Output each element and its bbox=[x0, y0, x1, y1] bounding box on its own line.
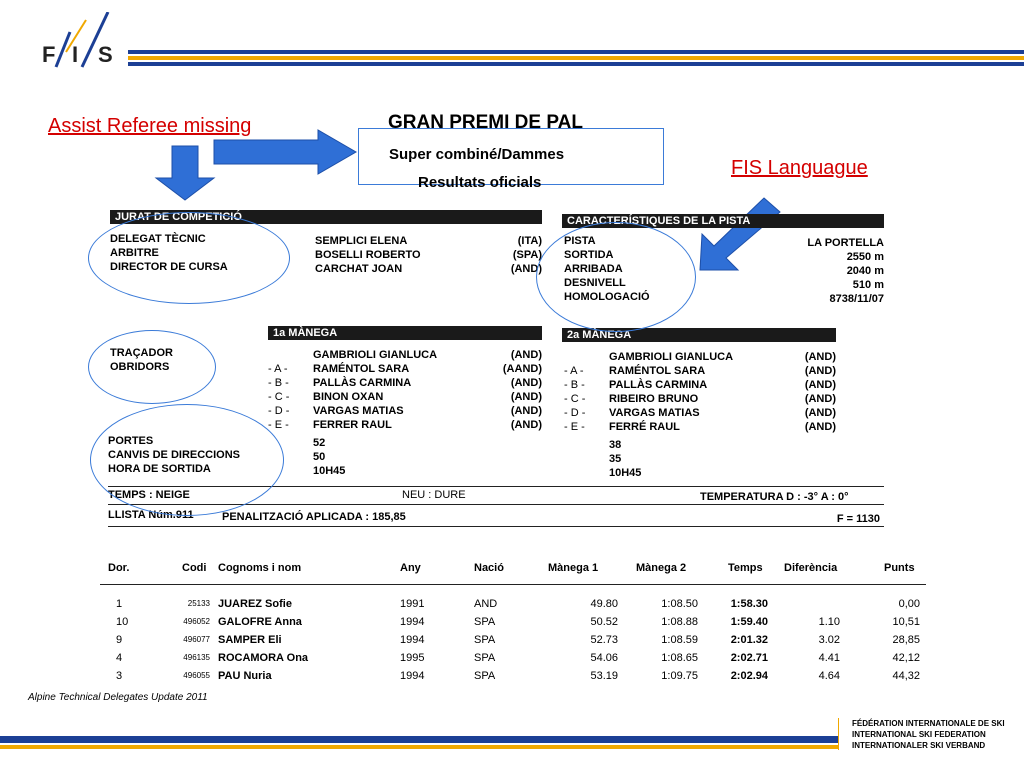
cell-dor: 10 bbox=[116, 616, 129, 628]
result-row bbox=[100, 667, 930, 685]
svg-text:I: I bbox=[72, 42, 79, 67]
document-title: GRAN PREMI DE PAL bbox=[388, 112, 583, 133]
footer-note: Alpine Technical Delegates Update 2011 bbox=[28, 692, 208, 703]
cell-punts: 44,32 bbox=[892, 670, 920, 682]
cell-punts: 0,00 bbox=[898, 598, 920, 610]
federation-name-fr: FÉDÉRATION INTERNATIONALE DE SKI bbox=[852, 719, 1005, 728]
result-row bbox=[100, 631, 930, 649]
cell-dor: 1 bbox=[116, 598, 123, 610]
result-row bbox=[100, 649, 930, 667]
pista-value: 2040 m bbox=[846, 265, 884, 277]
canvis-label: CANVIS DE DIRECCIONS bbox=[108, 449, 241, 461]
manega1-traçador: GAMBRIOLI GIANLUCA bbox=[313, 349, 438, 361]
obridor-name: PALLÀS CARMINA bbox=[313, 377, 412, 389]
traçador-label: TRAÇADOR bbox=[110, 347, 173, 359]
cell-temps: 2:01.32 bbox=[730, 634, 768, 646]
footer-divider bbox=[838, 718, 839, 750]
pista-label: ARRIBADA bbox=[564, 263, 623, 275]
portes-value: 38 bbox=[609, 439, 622, 451]
col-temps: Temps bbox=[728, 562, 763, 574]
cell-manega2: 1:08.88 bbox=[661, 616, 698, 628]
cell-nacio: SPA bbox=[474, 634, 496, 646]
col-dor: Dor. bbox=[108, 562, 130, 574]
obridor-letter: - B - bbox=[268, 377, 289, 389]
obridor-nation: (AND) bbox=[510, 391, 542, 403]
obridor-letter: - B - bbox=[564, 379, 585, 391]
cell-dor: 9 bbox=[116, 634, 123, 646]
cell-diferencia: 4.64 bbox=[818, 670, 840, 682]
jurat-nation: (ITA) bbox=[517, 235, 542, 247]
canvis-value: 35 bbox=[609, 453, 622, 465]
cell-dor: 3 bbox=[116, 670, 123, 682]
pista-label: PISTA bbox=[564, 235, 596, 247]
cell-codi: 496135 bbox=[183, 653, 210, 662]
manega1-obridor-letters bbox=[268, 362, 289, 432]
f-factor: F = 1130 bbox=[836, 513, 880, 525]
cell-manega2: 1:09.75 bbox=[661, 670, 698, 682]
cell-any: 1994 bbox=[400, 634, 425, 646]
portes-label: PORTES bbox=[108, 435, 154, 447]
cell-codi: 25133 bbox=[187, 599, 210, 608]
manega1-obridor-nations bbox=[490, 362, 542, 432]
obridor-name: FERRÉ RAUL bbox=[609, 421, 680, 433]
manega1-portes-values bbox=[313, 436, 345, 478]
cell-punts: 42,12 bbox=[892, 652, 920, 664]
col-punts: Punts bbox=[884, 562, 915, 574]
hora-value: 10H45 bbox=[609, 467, 642, 479]
federation-name-en: INTERNATIONAL SKI FEDERATION bbox=[852, 730, 986, 739]
cell-any: 1994 bbox=[400, 670, 425, 682]
obridor-nation: (AND) bbox=[510, 419, 542, 431]
obridor-letter: - A - bbox=[564, 365, 584, 377]
cell-manega1: 52.73 bbox=[590, 634, 618, 646]
jurat-name: SEMPLICI ELENA bbox=[315, 235, 408, 247]
conditions-bottom-rule bbox=[108, 526, 884, 527]
cell-manega1: 49.80 bbox=[590, 598, 618, 610]
obridor-nation: (AND) bbox=[804, 379, 836, 391]
highlight-ellipse-jurat bbox=[88, 212, 290, 304]
jurat-name: BOSELLI ROBERTO bbox=[315, 249, 421, 261]
jurat-nations bbox=[490, 234, 542, 276]
cell-manega1: 50.52 bbox=[590, 616, 618, 628]
federation-name-de: INTERNATIONALER SKI VERBAND bbox=[852, 741, 986, 750]
neu-info: NEU : DURE bbox=[402, 489, 466, 501]
obridor-letter: - E - bbox=[268, 419, 289, 431]
cell-any: 1995 bbox=[400, 652, 425, 664]
cell-nom: SAMPER Eli bbox=[218, 634, 282, 646]
obridor-letter: - C - bbox=[564, 393, 586, 405]
cell-manega2: 1:08.59 bbox=[661, 634, 698, 646]
results-header-rule bbox=[100, 584, 926, 585]
obridors-label: OBRIDORS bbox=[110, 361, 170, 373]
pista-value: 2550 m bbox=[846, 251, 884, 263]
cell-temps: 2:02.94 bbox=[730, 670, 768, 682]
obridor-letter: - D - bbox=[268, 405, 290, 417]
pista-label: DESNIVELL bbox=[564, 277, 626, 289]
obridor-name: RAMÉNTOL SARA bbox=[313, 363, 410, 375]
manega2-portes-values bbox=[609, 438, 641, 480]
portes-value: 52 bbox=[313, 437, 326, 449]
obridor-name: VARGAS MATIAS bbox=[313, 405, 404, 417]
col-nacio: Nació bbox=[474, 562, 504, 574]
cell-nom: JUAREZ Sofie bbox=[218, 598, 292, 610]
cell-codi: 496055 bbox=[183, 671, 210, 680]
cell-temps: 1:59.40 bbox=[730, 616, 768, 628]
obridor-name: BINON OXAN bbox=[313, 391, 384, 403]
llista-info: LLISTA Núm.911 bbox=[108, 509, 194, 521]
col-manega1: Mànega 1 bbox=[548, 562, 599, 574]
obridor-name: VARGAS MATIAS bbox=[609, 407, 700, 419]
cell-diferencia: 4.41 bbox=[818, 652, 840, 664]
document-results-label: Resultats oficials bbox=[418, 174, 542, 191]
result-row bbox=[100, 595, 930, 613]
obridor-nation: (AND) bbox=[804, 421, 836, 433]
cell-diferencia: 3.02 bbox=[818, 634, 840, 646]
pista-value: 8738/11/07 bbox=[829, 293, 884, 305]
cell-nom: PAU Nuria bbox=[218, 670, 272, 682]
manega2-traçador: GAMBRIOLI GIANLUCA bbox=[609, 351, 734, 363]
cell-codi: 496052 bbox=[183, 617, 210, 626]
cell-nom: GALOFRE Anna bbox=[218, 616, 302, 628]
results-table bbox=[100, 562, 930, 685]
manega2-obridor-letters bbox=[564, 364, 585, 434]
pista-label: HOMOLOGACIÓ bbox=[564, 291, 650, 303]
highlight-ellipse-pista bbox=[536, 222, 696, 332]
manega1-obridors bbox=[313, 362, 411, 432]
manega2-obridor-nations bbox=[782, 364, 836, 434]
cell-temps: 2:02.71 bbox=[730, 652, 768, 664]
annotation-fis-language: FIS Languague bbox=[731, 157, 868, 179]
result-row bbox=[100, 613, 930, 631]
cell-nacio: SPA bbox=[474, 652, 496, 664]
cell-any: 1994 bbox=[400, 616, 425, 628]
canvis-value: 50 bbox=[313, 451, 326, 463]
annotation-assist-referee: Assist Referee missing bbox=[48, 115, 252, 137]
obridor-letter: - C - bbox=[268, 391, 290, 403]
obridor-letter: - A - bbox=[268, 363, 288, 375]
obridor-letter: - E - bbox=[564, 421, 585, 433]
pista-values bbox=[760, 236, 884, 306]
jurat-name: CARCHAT JOAN bbox=[315, 263, 403, 275]
manega1-header-bar: 1a MÀNEGA bbox=[268, 326, 542, 340]
hora-label: HORA DE SORTIDA bbox=[108, 463, 211, 475]
col-nom: Cognoms i nom bbox=[218, 562, 302, 574]
jurat-role: ARBITRE bbox=[110, 247, 159, 259]
obridor-name: PALLÀS CARMINA bbox=[609, 379, 708, 391]
col-codi: Codi bbox=[182, 562, 207, 574]
obridor-name: RAMÉNTOL SARA bbox=[609, 365, 706, 377]
document-subtitle: Super combiné/Dammes bbox=[389, 146, 565, 163]
cell-manega1: 54.06 bbox=[590, 652, 618, 664]
col-manega2: Mànega 2 bbox=[636, 562, 687, 574]
jurat-nation: (AND) bbox=[510, 263, 542, 275]
cell-diferencia: 1.10 bbox=[818, 616, 840, 628]
obridor-name: RIBEIRO BRUNO bbox=[609, 393, 699, 405]
temps-info: TEMPS : NEIGE bbox=[108, 489, 190, 501]
footer-rule-gold bbox=[0, 745, 838, 749]
cell-punts: 28,85 bbox=[892, 634, 920, 646]
cell-any: 1991 bbox=[400, 598, 425, 610]
obridor-letter: - D - bbox=[564, 407, 586, 419]
cell-manega2: 1:08.50 bbox=[661, 598, 698, 610]
temperatura-info: TEMPERATURA D : -3° A : 0° bbox=[700, 491, 849, 503]
jurat-role: DELEGAT TÈCNIC bbox=[110, 233, 206, 245]
pista-label: SORTIDA bbox=[564, 249, 614, 261]
col-any: Any bbox=[400, 562, 421, 574]
federation-names bbox=[852, 718, 1005, 751]
cell-nacio: SPA bbox=[474, 670, 496, 682]
arrow-down-icon bbox=[156, 146, 214, 200]
cell-punts: 10,51 bbox=[892, 616, 920, 628]
obridor-nation: (AND) bbox=[804, 393, 836, 405]
cell-dor: 4 bbox=[116, 652, 123, 664]
cell-manega1: 53.19 bbox=[590, 670, 618, 682]
caracteristiques-header-bar: CARACTERÍSTIQUES DE LA PISTA bbox=[562, 214, 884, 228]
jurat-nation: (SPA) bbox=[512, 249, 542, 261]
manega2-traçador-nation: (AND) bbox=[804, 351, 836, 363]
cell-nacio: SPA bbox=[474, 616, 496, 628]
svg-text:F: F bbox=[42, 42, 56, 67]
hora-value: 10H45 bbox=[313, 465, 346, 477]
pista-value: 510 m bbox=[852, 279, 884, 291]
manega1-traçador-nation: (AND) bbox=[510, 349, 542, 361]
cell-nacio: AND bbox=[474, 598, 498, 610]
obridor-name: FERRER RAUL bbox=[313, 419, 392, 431]
highlight-ellipse-traçador bbox=[88, 330, 216, 404]
cell-nom: ROCAMORA Ona bbox=[218, 652, 309, 664]
obridor-nation: (AND) bbox=[804, 365, 836, 377]
arrow-right-icon bbox=[214, 130, 356, 174]
results-header-row bbox=[100, 562, 930, 584]
footer-rule-blue bbox=[0, 736, 838, 743]
svg-text:S: S bbox=[98, 42, 113, 67]
obridor-nation: (AND) bbox=[510, 377, 542, 389]
manega2-header-bar: 2a MÀNEGA bbox=[562, 328, 836, 342]
cell-codi: 496077 bbox=[183, 635, 210, 644]
jurat-role: DIRECTOR DE CURSA bbox=[110, 261, 228, 273]
pista-value: LA PORTELLA bbox=[807, 237, 884, 249]
results-body bbox=[100, 595, 930, 685]
penalitzacio-info: PENALITZACIÓ APLICADA : 185,85 bbox=[222, 511, 406, 523]
obridor-nation: (AAND) bbox=[502, 363, 542, 375]
jurat-header-bar: JURAT DE COMPETICIÓ bbox=[110, 210, 542, 224]
obridor-nation: (AND) bbox=[510, 405, 542, 417]
obridor-nation: (AND) bbox=[804, 407, 836, 419]
highlight-ellipse-portes bbox=[90, 404, 284, 516]
cell-temps: 1:58.30 bbox=[730, 598, 768, 610]
col-diferencia: Diferència bbox=[784, 562, 838, 574]
manega2-obridors bbox=[609, 364, 707, 434]
cell-manega2: 1:08.65 bbox=[661, 652, 698, 664]
jurat-names bbox=[315, 234, 421, 276]
